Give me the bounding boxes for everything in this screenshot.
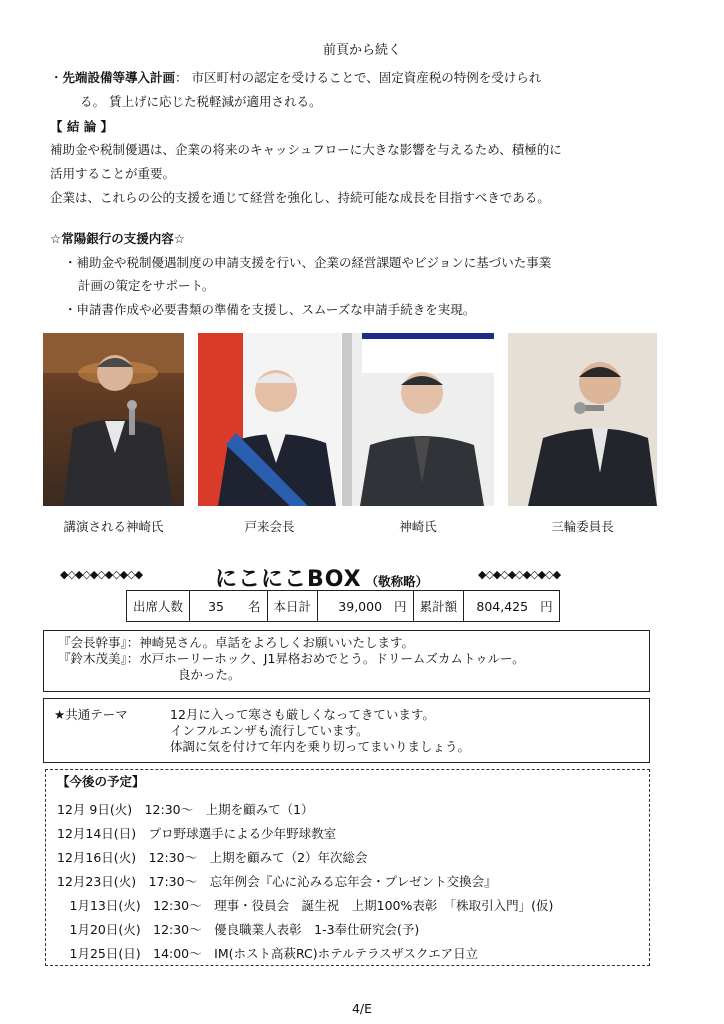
conclusion-line-2: 活用することが重要。	[50, 166, 176, 181]
conclusion-line-3: 企業は、これらの公的支援を通じて経営を強化し、持続可能な成長を目指すべきである。	[50, 190, 550, 205]
photo-miwa	[508, 333, 657, 506]
schedule-row: 1月20日(火) 12:30～ 優良職業人表彰 1-3奉仕研究会(予)	[57, 922, 420, 937]
total-value: 804,425	[464, 591, 535, 622]
theme-label: ★共通テーマ	[54, 707, 128, 722]
support-heading: ☆常陽銀行の支援内容☆	[50, 231, 185, 246]
nikoniko-subtitle: （敬称略）	[365, 574, 429, 589]
schedule-row: 12月 9日(火) 12:30～ 上期を顧みて（1）	[57, 802, 314, 817]
support-item-1a: ・補助金や税制優遇制度の申請支援を行い、企業の経営課題やビジョンに基づいた事業	[64, 255, 552, 270]
caption-president: 戸来会長	[244, 519, 295, 534]
total-unit: 円	[534, 591, 559, 622]
photo-president	[198, 333, 341, 506]
president-figure	[198, 333, 341, 506]
message-2-text: ：水戸ホーリーホック、J1昇格おめでとう。ドリームズカムトゥルー。	[126, 651, 525, 666]
decor-right: ◆◇◆◇◆◇◆◇◆◇◆	[478, 568, 561, 581]
photo-speaker	[43, 333, 184, 506]
page-number: 4/E	[351, 1001, 373, 1016]
advanced-line-1: ・先端設備等導入計画： 市区町村の認定を受けることで、固定資産税の特例を受けられ	[50, 70, 542, 85]
schedule-row: 1月25日(日) 14:00～ IM(ホスト高萩RC)ホテルテラスザスクエア日立	[57, 946, 479, 961]
attend-value: 35	[190, 591, 243, 622]
conclusion-heading: 【 結 論 】	[50, 119, 114, 134]
attend-unit: 名	[242, 591, 267, 622]
message-1	[58, 637, 414, 650]
decor-left: ◆◇◆◇◆◇◆◇◆◇◆	[60, 568, 143, 581]
today-label: 本日計	[267, 591, 318, 622]
continued-note: 前頁から続く	[322, 43, 401, 58]
today-unit: 円	[388, 591, 413, 622]
advanced-label: 先端設備等導入計画	[62, 70, 176, 85]
conclusion-line-1: 補助金や税制優遇は、企業の将来のキャッシュフローに大きな影響を与えるため、積極的に	[50, 142, 562, 157]
message-2	[58, 653, 525, 666]
support-item-1b: 計画の策定をサポート。	[78, 278, 215, 293]
schedule-row: 12月14日(日) プロ野球選手による少年野球教室	[57, 826, 337, 841]
attend-label: 出席人数	[127, 591, 190, 622]
miwa-figure	[508, 333, 657, 506]
speaker-figure	[43, 333, 184, 506]
kanzaki-figure	[342, 333, 494, 506]
message-2-name: 『鈴木茂美』	[58, 651, 127, 666]
schedule-row: 1月13日(火) 12:30～ 理事・役員会 誕生祝 上期100%表彰 「株取引入門」(仮)	[57, 898, 554, 913]
support-item-2: ・申請書作成や必要書類の準備を支援し、スムーズな申請手続きを実現。	[64, 302, 476, 317]
theme-line-1: 12月に入って寒さも厳しくなってきています。	[170, 707, 435, 722]
caption-speaker: 講演される神崎氏	[63, 519, 164, 534]
today-value: 39,000	[318, 591, 389, 622]
message-1-text: ：神崎晃さん。卓話をよろしくお願いいたします。	[126, 635, 415, 650]
caption-kanzaki: 神崎氏	[399, 519, 437, 534]
photo-kanzaki	[342, 333, 494, 506]
caption-miwa: 三輪委員長	[551, 519, 614, 534]
theme-line-2: インフルエンザも流行しています。	[170, 723, 369, 738]
theme-line-3: 体調に気を付けて年内を乗り切ってまいりましょう。	[170, 739, 471, 754]
advanced-text-2: る。 賃上げに応じた税軽減が適用される。	[80, 94, 322, 109]
advanced-text-1: ： 市区町村の認定を受けることで、固定資産税の特例を受けられ	[175, 70, 542, 85]
attendance-table	[126, 590, 560, 622]
schedule-row: 12月23日(火) 17:30～ 忘年例会『心に沁みる忘年会・プレゼント交換会』	[57, 874, 497, 889]
total-label: 累計額	[413, 591, 464, 622]
message-2-text-2: 良かった。	[178, 667, 241, 682]
nikoniko-title	[215, 562, 428, 593]
nikoniko-title-text: にこにこBOX	[215, 567, 362, 592]
schedule-heading: 【今後の予定】	[57, 774, 145, 789]
attendance-row	[127, 591, 560, 622]
message-1-name: 『会長幹事』	[58, 635, 127, 650]
schedule-row: 12月16日(火) 12:30～ 上期を顧みて（2）年次総会	[57, 850, 368, 865]
